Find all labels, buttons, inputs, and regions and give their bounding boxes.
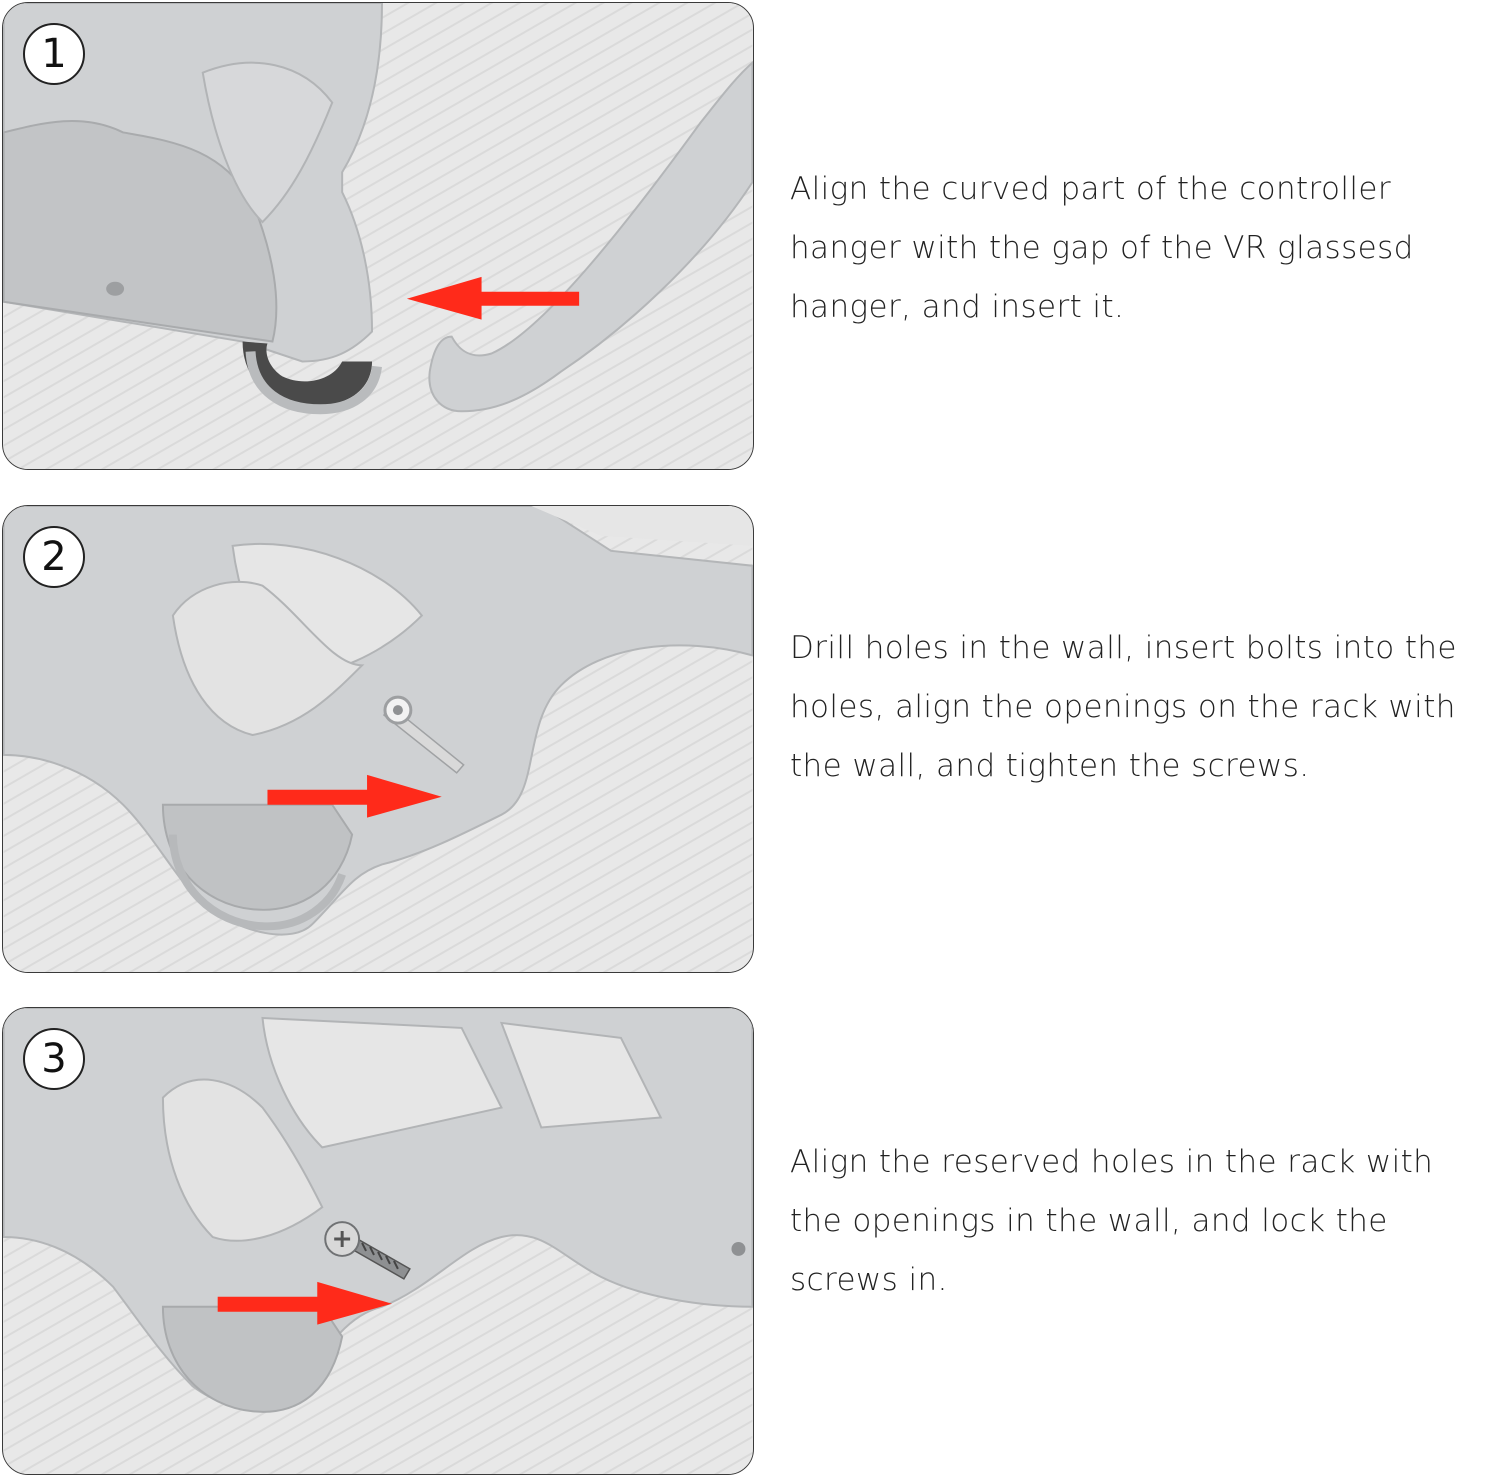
- step-1-number-badge: 1: [23, 23, 85, 85]
- step-2: [0, 503, 1500, 975]
- step-2-illustration: [3, 506, 753, 972]
- step-3-description: Align the reserved holes in the rack with the openings in the wall, and lock the screws in.: [790, 1144, 1434, 1298]
- step-1-photo: [2, 2, 754, 470]
- step-1-illustration: [3, 3, 753, 469]
- step-3-number-badge: 3: [23, 1028, 85, 1090]
- step-2-number-badge: 2: [23, 526, 85, 588]
- step-3-photo: [2, 1007, 754, 1475]
- step-2-photo: [2, 505, 754, 973]
- step-3: [0, 1005, 1500, 1477]
- step-3-illustration: [3, 1008, 753, 1474]
- step-2-description: Drill holes in the wall, insert bolts into the holes, align the openings on the rack with the wall, and tighten the screws.: [790, 630, 1457, 784]
- step-1: [0, 0, 1500, 472]
- step-1-description: Align the curved part of the controller hanger with the gap of the VR glassesd hanger, and insert it.: [790, 171, 1414, 325]
